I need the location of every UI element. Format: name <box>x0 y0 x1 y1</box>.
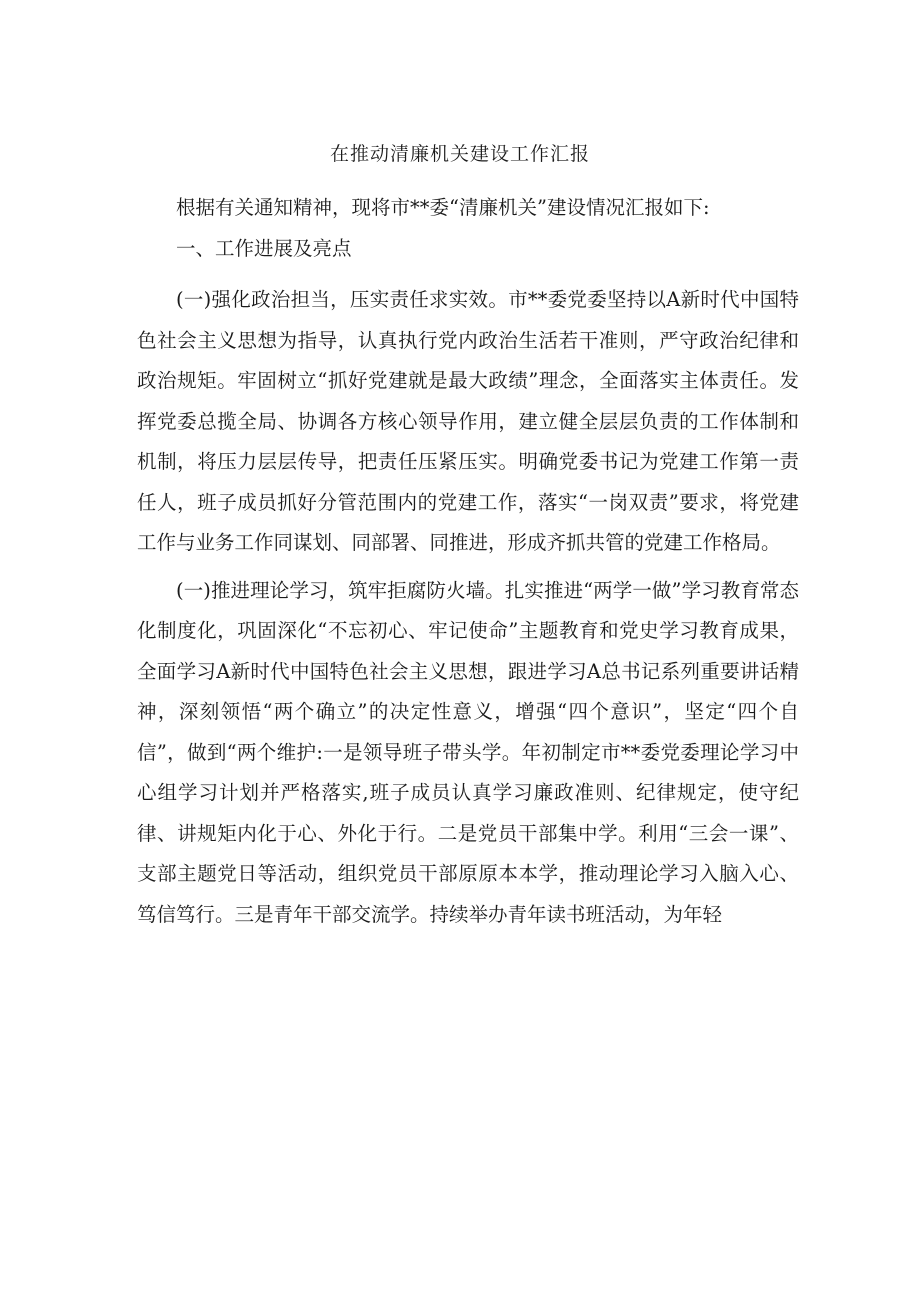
intro-paragraph: 根据有关通知精神，现将市**委“清廉机关”建设情况汇报如下: <box>176 196 710 219</box>
section-heading: 一、工作进展及亮点 <box>176 236 352 260</box>
document-title: 在推动清廉机关建设工作汇报 <box>329 143 590 165</box>
body-paragraph: (一)强化政治担当，压实责任求实效。市**委党委坚持以A新时代中国特色社会主义思想为指导，认真执行党内政治生活若干准则，严守政治纪律和政治规矩。牢固树立“抓好党建就是最大政绩”理念，全面落实主体责任。发挥党委总揽全局、协调各方核心领导作用，建立健全层层负责的工作体制和机制，将压力层层传导，把责任压紧压实。明确党委书记为党建工作第一责任人，班子成员抓好分管范围内的党建工作，落实“一岗双责”要求，将党建工作与业务工作同谋划、同部署、同推进，形成齐抓共管的党建工作格局。 <box>137 288 799 554</box>
body-paragraph: (一)推进理论学习，筑牢拒腐防火墙。扎实推进“两学一做”学习教育常态化制度化，巩固深化“不忘初心、牢记使命”主题教育和党史学习教育成果，全面学习A新时代中国特色社会主义思想，跟进学习A总书记系列重要讲话精神，深刻领悟“两个确立”的决定性意义，增强“四个意识”，坚定“四个自信”，做到“两个维护:一是领导班子带头学。年初制定市**委党委理论学习中心组学习计划并严格落实,班子成员认真学习廉政准则、纪律规定，使守纪律、讲规矩内化于心、外化于行。二是党员干部集中学。利用“三会一课”、支部主题党日等活动，组织党员干部原原本本学，推动理论学习入脑入心、笃信笃行。三是青年干部交流学。持续举办青年读书班活动，为年轻 <box>137 578 799 926</box>
document-body <box>137 188 799 935</box>
